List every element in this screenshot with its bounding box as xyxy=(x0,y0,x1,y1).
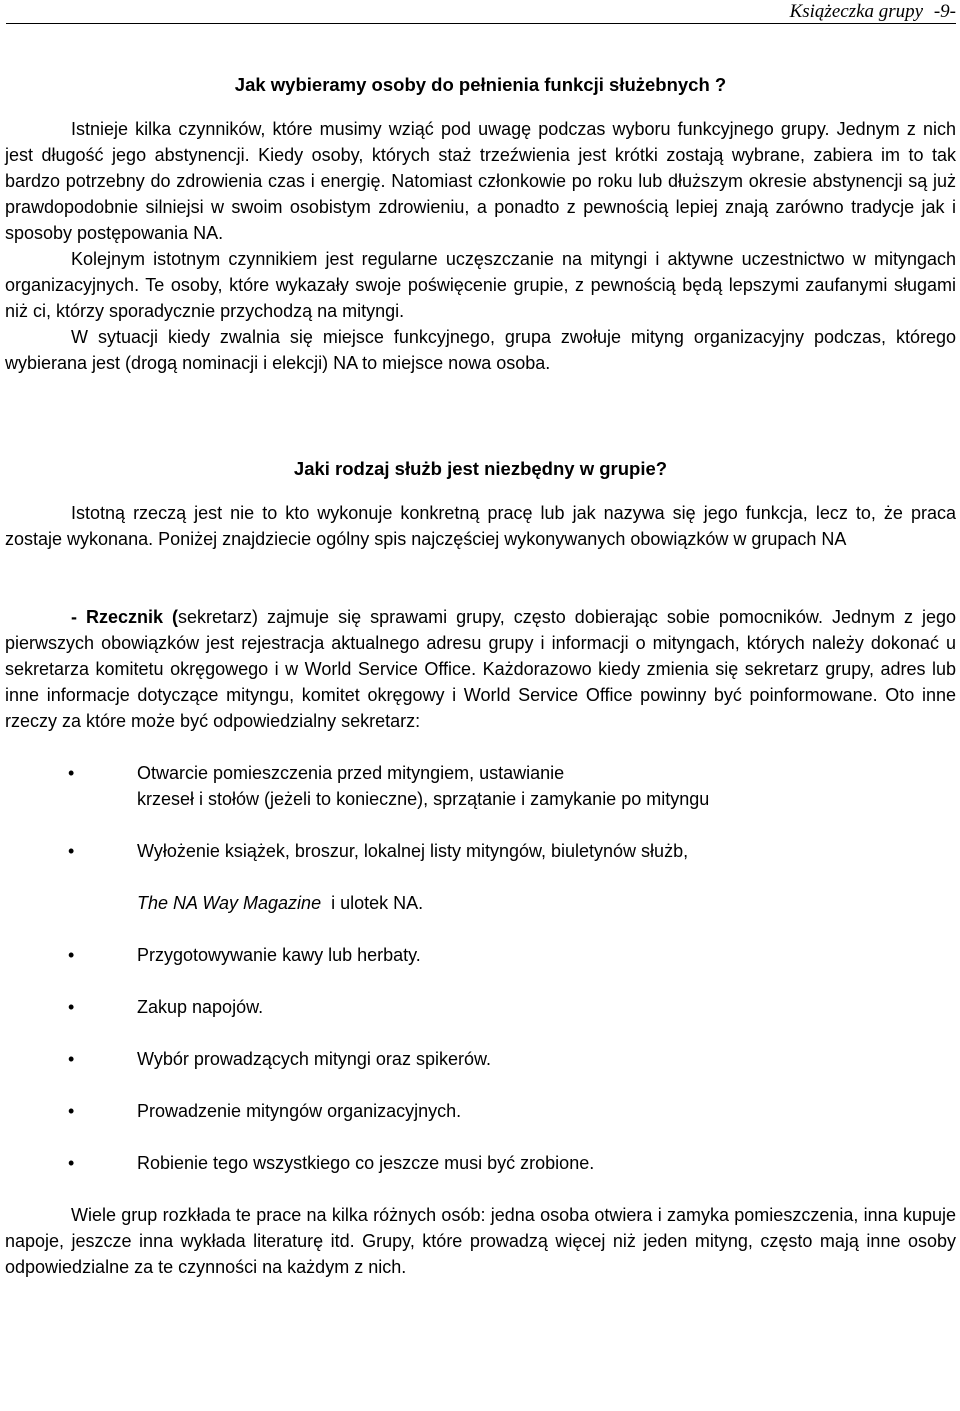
list-item-line: Otwarcie pomieszczenia przed mityngiem, ustawianie xyxy=(137,763,565,783)
list-item-line: i ulotek NA. xyxy=(321,893,424,913)
list-item xyxy=(5,1046,956,1072)
list-item-line: Prowadzenie mityngów organizacyjnych. xyxy=(137,1101,462,1121)
role-name: Rzecznik xyxy=(86,607,164,627)
bullet-icon: • xyxy=(68,945,75,965)
section-heading-services: Jaki rodzaj służb jest niezbędny w grupie? xyxy=(293,458,668,479)
running-header xyxy=(6,0,956,24)
list-item xyxy=(5,760,956,812)
list-item-line: Zakup napojów. xyxy=(137,997,264,1017)
list-item-line: Wyłożenie książek, broszur, lokalnej listy mityngów, biuletynów służb, xyxy=(137,841,689,861)
role-prefix: - xyxy=(71,607,86,627)
paragraph-services-intro: Istotną rzeczą jest nie to kto wykonuje konkretną pracę lub jak nazywa się jego funkcja, lecz to, że praca zostaje wykonana. Poniżej znajdziecie ogólny spis najczęściej wykonywanych obowiązków w grupach NA xyxy=(5,503,956,549)
role-description: sekretarz) zajmuje się sprawami grupy, często dobierając sobie pomocników. Jednym z jego pierwszych obowiązków jest rejestracja aktualnego adresu grupy i informacji o mityngach, których należy dokonać u sekretarza komitetu okręgowego i w World Service Office. Każdorazowo kiedy zmienia się sekretarz grupy, adres lub inne informacje dotyczące mityngu, komitet okręgowy i World Service Office powinny być poinformowane. Oto inne rzeczy za które może być odpowiedzialny sekretarz: xyxy=(5,607,956,731)
list-item xyxy=(5,942,956,968)
section-heading-selection: Jak wybieramy osoby do pełnienia funkcji służebnych ? xyxy=(234,74,727,95)
bullet-icon: • xyxy=(68,1101,75,1121)
paragraph-vacancy: W sytuacji kiedy zwalnia się miejsce funkcyjnego, grupa zwołuje mityng organizacyjny podczas, którego wybierana jest (drogą nominacji i elekcji) NA to miejsce nowa osoba. xyxy=(5,327,956,373)
list-item xyxy=(5,1150,956,1176)
list-item xyxy=(5,1098,956,1124)
paragraph-secretary xyxy=(5,604,956,734)
list-item-line: Wybór prowadzących mityngi oraz spikerów. xyxy=(137,1049,491,1069)
document-body xyxy=(5,72,956,1280)
page-number: -9- xyxy=(933,1,956,22)
role-paren-open: ( xyxy=(163,607,179,627)
bullet-icon: • xyxy=(68,1153,75,1173)
list-item-line: krzeseł i stołów (jeżeli to konieczne), sprzątanie i zamykanie po mityngu xyxy=(137,789,710,809)
bullet-icon: • xyxy=(68,763,75,783)
bullet-icon: • xyxy=(68,997,75,1017)
magazine-title: The NA Way Magazine xyxy=(137,893,322,913)
list-item-continuation xyxy=(5,890,956,916)
bullet-icon: • xyxy=(68,841,75,861)
paragraph-attendance: Kolejnym istotnym czynnikiem jest regularne uczęszczanie na mityngi i aktywne uczestnictwo w mityngach organizacyjnych. Te osoby, które wykazały swoje poświęcenie grupie, z pewnością będą lepszymi zaufanymi sługami niż ci, którzy sporadycznie przychodzą na mityngi. xyxy=(5,249,956,321)
paragraph-factors: Istnieje kilka czynników, które musimy wziąć pod uwagę podczas wyboru funkcyjnego grupy. Jednym z nich jest długość jego abstynencji. Kiedy osoby, których staż trzeźwienia jest krótki zostają wybrane, zabiera im to tak bardzo potrzebny do zdrowienia czas i energię. Natomiast członkowie po roku lub dłuższym okresie abstynencji są już prawdopodobnie silniejsi w swoim osobistym zdrowieniu, a ponadto z pewnością lepiej znają zarówno tradycje jak i sposoby postępowania NA. xyxy=(5,119,956,243)
paragraph-closing: Wiele grup rozkłada te prace na kilka różnych osób: jedna osoba otwiera i zamyka pomieszczenia, inna kupuje napoje, jeszcze inna wykłada literaturę itd. Grupy, które prowadzą więcej niż jeden mityng, często mają inne osoby odpowiedzialne za te czynności na każdym z nich. xyxy=(5,1205,956,1277)
list-item-line: Przygotowywanie kawy lub herbaty. xyxy=(137,945,421,965)
bullet-icon: • xyxy=(68,1049,75,1069)
running-title: Książeczka grupy xyxy=(789,1,924,22)
list-item xyxy=(5,994,956,1020)
list-item xyxy=(5,838,956,864)
list-item-line: Robienie tego wszystkiego co jeszcze musi być zrobione. xyxy=(137,1153,595,1173)
duties-list xyxy=(5,760,956,1176)
